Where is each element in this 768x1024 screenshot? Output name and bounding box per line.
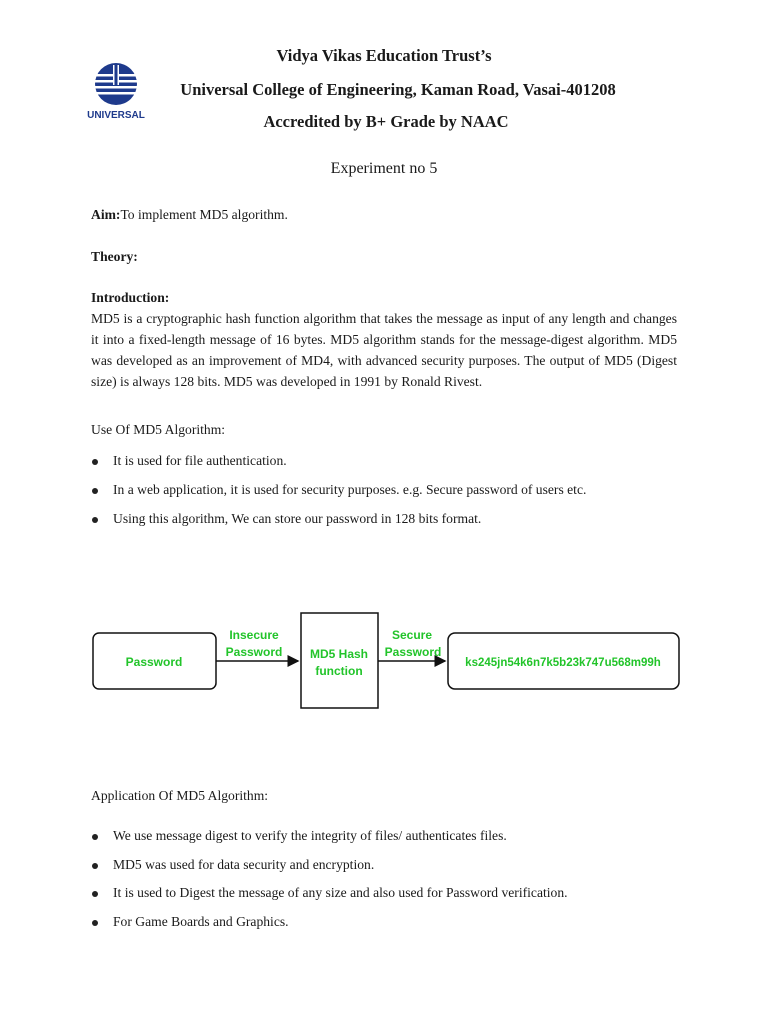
hash-output-label: ks245jn54k6n7k5b23k747u568m99h [465, 657, 661, 669]
introduction-heading: Introduction: [91, 290, 170, 305]
hash-label-2: function [315, 664, 363, 678]
list-item: It is used to Digest the message of any size and also used for Password verification. [91, 885, 568, 914]
application-list [91, 828, 568, 942]
college-name: Universal College of Engineering, Kaman Road, Vasai-401208 [180, 80, 616, 99]
secure-label-2: Password [384, 645, 442, 659]
introduction-paragraph: MD5 is a cryptographic hash function algorithm that takes the message as input of any length and changes it into a fixed-length message of 16 bytes. MD5 algorithm stands for the message-digest algorithm. MD5 was developed as an improvement of MD4, with advanced security purposes. The output of MD5 (Digest size) is always 128 bits. MD5 was developed in 1991 by Ronald Rivest. [91, 311, 677, 389]
secure-label-1: Secure [391, 628, 433, 642]
aim-text: To implement MD5 algorithm. [120, 207, 288, 222]
use-heading: Use Of MD5 Algorithm: [91, 422, 226, 437]
list-item: We use message digest to verify the integrity of files/ authenticates files. [91, 828, 568, 857]
hash-label-1: MD5 Hash [309, 647, 369, 661]
trust-name: Vidya Vikas Education Trust’s [276, 46, 492, 65]
list-item: For Game Boards and Graphics. [91, 914, 568, 943]
logo-text: UNIVERSAL [87, 110, 145, 121]
list-item: It is used for file authentication. [91, 453, 586, 482]
insecure-label-2: Password [225, 645, 283, 659]
list-item: Using this algorithm, We can store our password in 128 bits format. [91, 511, 586, 540]
aim-line [91, 207, 288, 223]
theory-heading: Theory: [91, 249, 138, 264]
insecure-label-1: Insecure [229, 628, 279, 642]
md5-flow-diagram [0, 600, 768, 720]
use-list [91, 453, 586, 540]
experiment-title: Experiment no 5 [330, 160, 438, 177]
list-item: MD5 was used for data security and encryption. [91, 857, 568, 886]
application-heading: Application Of MD5 Algorithm: [91, 788, 269, 803]
aim-label: Aim: [91, 207, 121, 222]
password-box-label: Password [125, 655, 183, 669]
list-item: In a web application, it is used for security purposes. e.g. Secure password of users etc. [91, 482, 586, 511]
accreditation: Accredited by B+ Grade by NAAC [263, 112, 509, 131]
